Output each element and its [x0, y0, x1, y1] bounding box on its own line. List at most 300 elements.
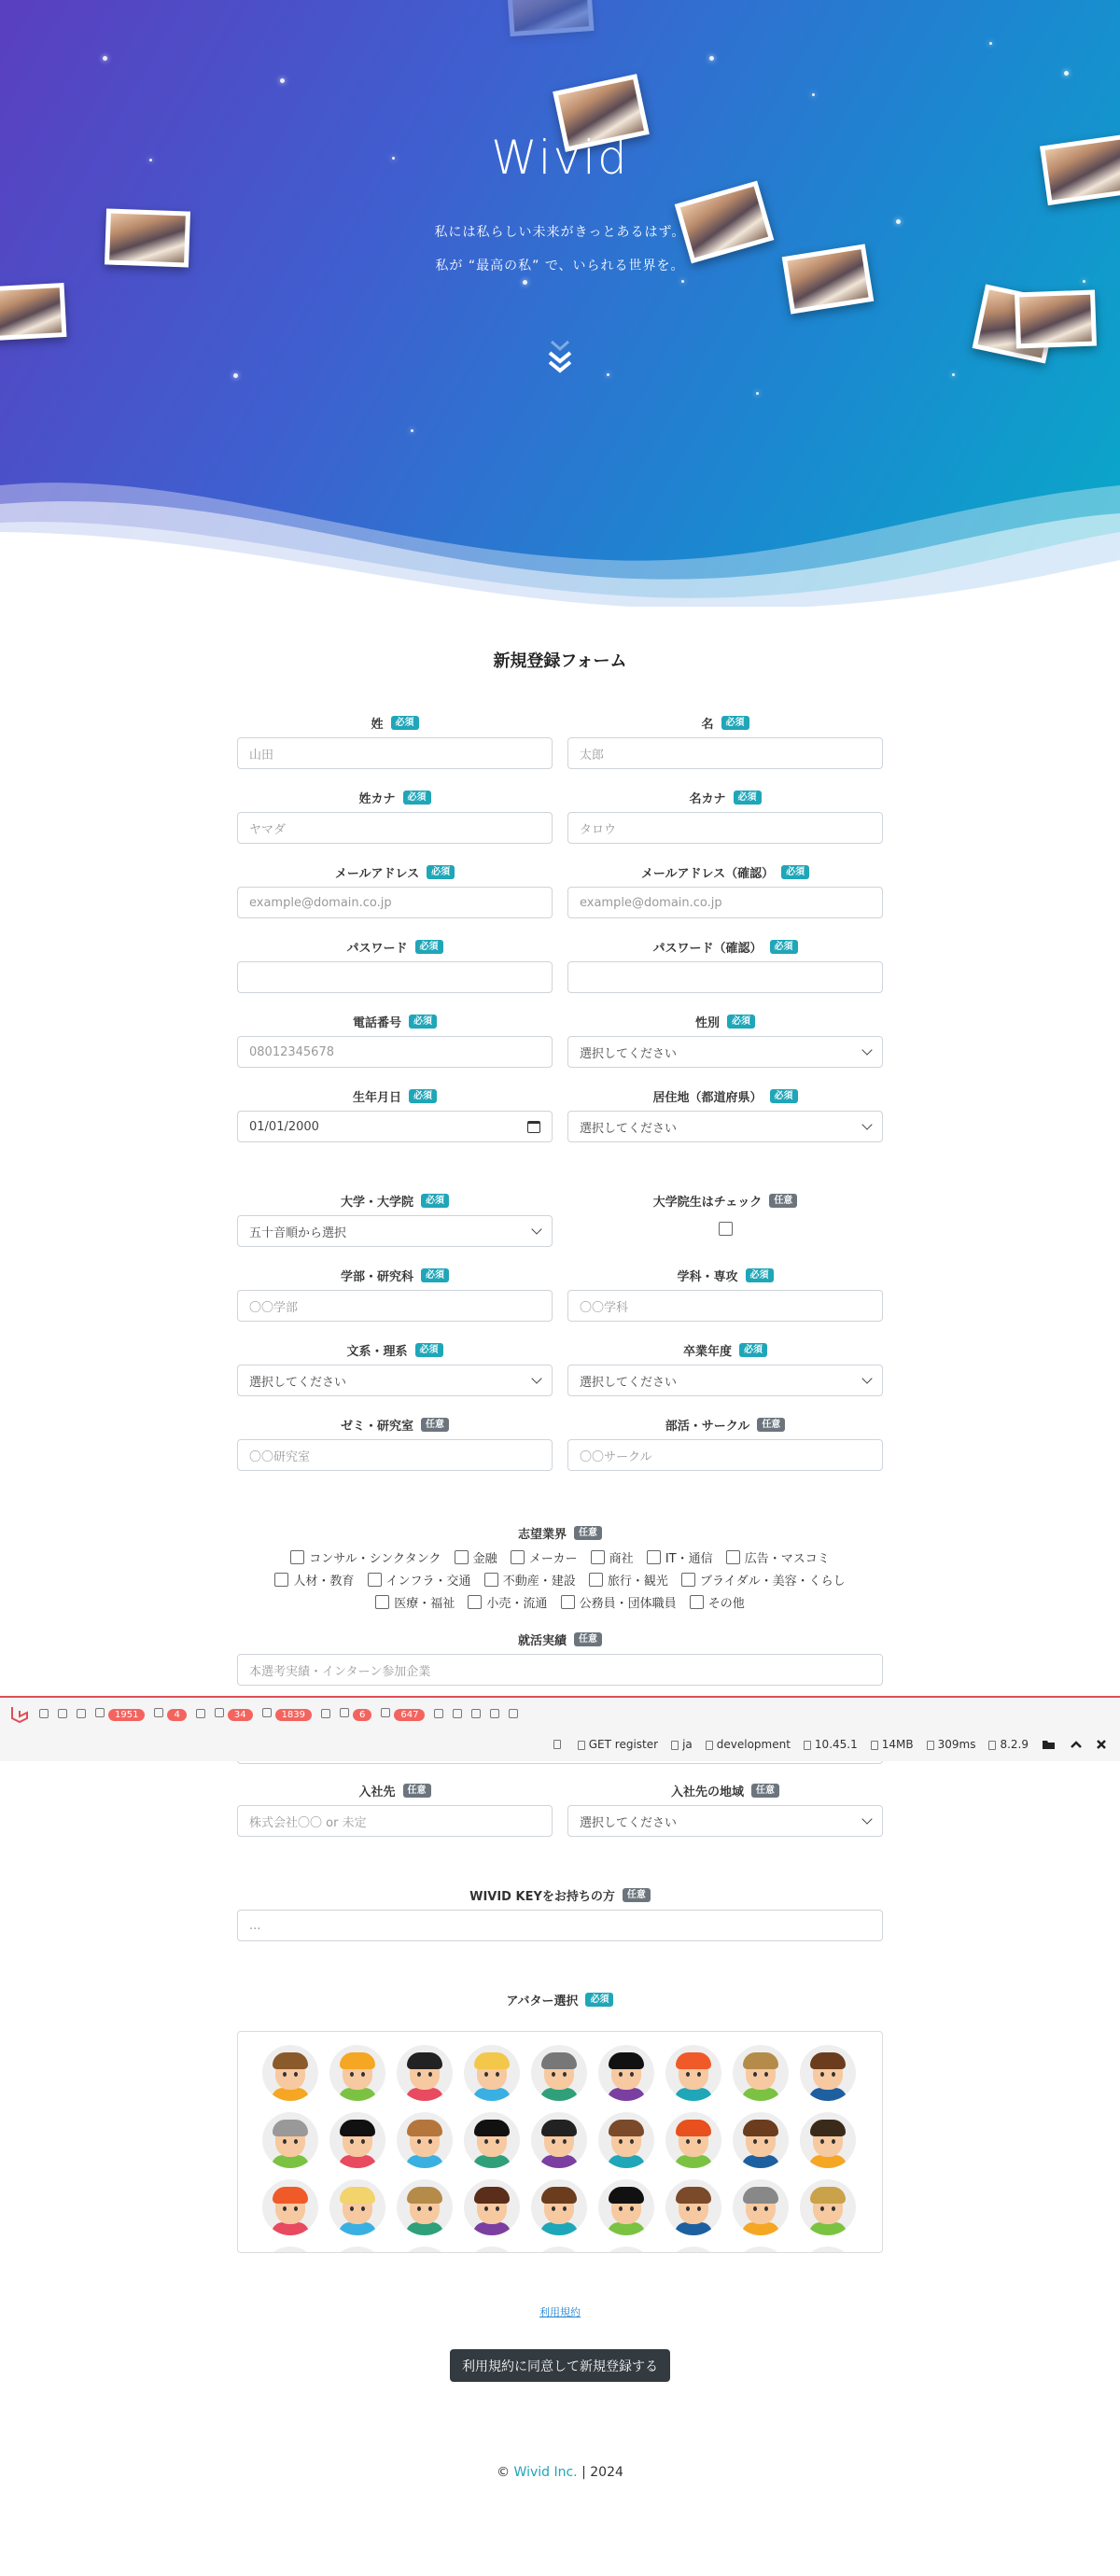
job-hunting-input[interactable]: 本選考実績・インターン参加企業	[237, 1654, 883, 1686]
debug-env: development	[706, 1738, 791, 1751]
industry-checkbox[interactable]	[561, 1595, 575, 1609]
department-field	[567, 1266, 883, 1322]
avatar-body	[608, 2155, 645, 2168]
footer-year: | 2024	[577, 2465, 623, 2480]
star	[411, 429, 413, 432]
avatar-hair	[273, 2120, 308, 2136]
avatar-hair	[474, 2052, 510, 2069]
club-label: 部活・サークル	[665, 1419, 750, 1434]
industry-option-label: メーカー	[528, 1552, 578, 1566]
folder-open-icon[interactable]	[1042, 1739, 1057, 1750]
last-kana-field	[237, 788, 553, 844]
star	[756, 392, 759, 395]
avatar-eye	[820, 2139, 824, 2144]
industry-option-label: その他	[707, 1597, 745, 1611]
email-input[interactable]: example@domain.co.jp	[237, 887, 553, 918]
industry-checkbox[interactable]	[290, 1550, 304, 1564]
queries-tab[interactable]	[215, 1707, 253, 1721]
avatar-option[interactable]	[733, 2179, 789, 2235]
avatar-hair	[676, 2052, 711, 2069]
avatar-option[interactable]	[329, 2247, 385, 2253]
industry-option[interactable]	[375, 1593, 455, 1611]
avatar-label: アバター選択	[506, 1994, 579, 2009]
avatar-eye	[697, 2206, 701, 2211]
required-badge: 必須	[421, 1194, 449, 1208]
avatar-hair	[743, 2120, 778, 2136]
avatar-option[interactable]	[800, 2045, 856, 2101]
views-count: 1951	[108, 1709, 145, 1721]
first-kana-field	[567, 788, 883, 844]
avatar-option[interactable]	[464, 2045, 520, 2101]
avatar-body	[339, 2222, 376, 2235]
university-select-value: 五十音順から選択	[249, 1225, 347, 1240]
industry-option[interactable]	[484, 1571, 576, 1589]
wivid-key-label: WIVID KEYをお持ちの方	[469, 1889, 615, 1904]
avatar-option[interactable]	[665, 2045, 721, 2101]
models-count: 1839	[275, 1709, 312, 1721]
grad-student-checkbox[interactable]	[719, 1222, 733, 1236]
wivid-key-field	[237, 1885, 883, 1941]
industry-checkbox[interactable]	[484, 1573, 498, 1587]
debug-bar-tabs	[0, 1698, 1120, 1729]
avatar-grid[interactable]	[237, 2031, 883, 2253]
debug-laravel-version: 10.45.1	[804, 1738, 858, 1751]
chevron-down-icon	[861, 1044, 872, 1055]
avatar-body	[406, 2155, 443, 2168]
avatar-eye	[552, 2072, 555, 2077]
industry-option[interactable]	[511, 1548, 578, 1566]
laravel-logo-icon[interactable]	[9, 1703, 30, 1724]
star	[709, 56, 714, 61]
avatar-option[interactable]	[464, 2179, 520, 2235]
company-label: 入社先	[358, 1785, 396, 1799]
avatar-option[interactable]	[397, 2179, 453, 2235]
avatar-hair	[743, 2052, 778, 2069]
industry-option-label: ブライダル・美容・くらし	[700, 1575, 846, 1589]
optional-badge: 任意	[757, 1418, 785, 1432]
star	[523, 280, 527, 285]
avatar-body	[608, 2088, 645, 2101]
industry-option[interactable]	[647, 1548, 713, 1566]
avatar-option[interactable]	[598, 2247, 654, 2253]
site-logo[interactable]: Wivid	[491, 131, 629, 185]
seminar-input[interactable]: 〇〇研究室	[237, 1439, 553, 1471]
avatar-body	[406, 2088, 443, 2101]
avatar-eye	[361, 2206, 365, 2211]
avatar-body	[272, 2088, 309, 2101]
industry-option-label: 小売・流通	[486, 1597, 548, 1611]
industry-checkbox[interactable]	[455, 1550, 469, 1564]
industry-checkbox[interactable]	[647, 1550, 661, 1564]
avatar-option[interactable]	[262, 2045, 318, 2101]
industry-option-label: 金融	[472, 1552, 497, 1566]
industry-option[interactable]	[561, 1593, 677, 1611]
first-name-input[interactable]: 太郎	[567, 737, 883, 769]
avatar-eye	[484, 2206, 488, 2211]
cache-icon[interactable]	[471, 1709, 481, 1718]
industry-option-label: 不動産・建設	[502, 1575, 576, 1589]
avatar-eye	[619, 2072, 623, 2077]
avatar-eye	[697, 2072, 701, 2077]
chevron-double-down-icon[interactable]	[546, 338, 574, 375]
avatar-option[interactable]	[598, 2179, 654, 2235]
footer-copyright: ©	[497, 2465, 514, 2480]
avatar-hair	[407, 2120, 442, 2136]
events-icon	[381, 1708, 390, 1717]
industry-option[interactable]	[681, 1571, 846, 1589]
industry-checkbox[interactable]	[726, 1550, 740, 1564]
gender-label: 性別	[694, 1015, 720, 1030]
chevron-up-icon[interactable]	[1070, 1740, 1083, 1749]
avatar-hair	[541, 2187, 577, 2204]
avatar-option[interactable]	[733, 2112, 789, 2168]
avatar-eye	[484, 2072, 488, 2077]
avatar-eye	[686, 2072, 690, 2077]
industry-option-label: 医療・福祉	[394, 1597, 455, 1611]
grad-year-field	[567, 1340, 883, 1396]
industry-option[interactable]	[589, 1571, 668, 1589]
star	[103, 56, 107, 61]
industry-option[interactable]	[690, 1593, 745, 1611]
avatar-eye	[552, 2139, 555, 2144]
avatar-body	[540, 2155, 578, 2168]
avatar-eye	[417, 2206, 421, 2211]
required-badge: 必須	[409, 1089, 437, 1103]
avatar-eye	[619, 2206, 623, 2211]
birthday-date-input[interactable]	[237, 1111, 553, 1142]
avatar-option[interactable]	[733, 2247, 789, 2253]
avatar-hair	[609, 2120, 644, 2136]
industry-row-2	[0, 1571, 1120, 1590]
avatar-eye	[350, 2206, 354, 2211]
required-badge: 必須	[409, 1015, 437, 1029]
events-tab[interactable]	[381, 1707, 425, 1721]
mails-icon[interactable]	[321, 1709, 330, 1718]
avatar-option[interactable]	[464, 2112, 520, 2168]
required-badge: 必須	[770, 940, 798, 954]
avatar-hair	[407, 2187, 442, 2204]
gender-select-value: 選択してください	[580, 1046, 678, 1061]
company-input[interactable]: 株式会社〇〇 or 未定	[237, 1805, 553, 1837]
industry-checkbox[interactable]	[591, 1550, 605, 1564]
avatar-body	[540, 2088, 578, 2101]
industry-option-label: 人材・教育	[293, 1575, 355, 1589]
industry-option[interactable]	[274, 1571, 354, 1589]
avatar-eye	[563, 2139, 567, 2144]
register-submit-button[interactable]: 利用規約に同意して新規登録する	[450, 2349, 670, 2382]
clock-icon	[927, 1741, 934, 1750]
grad-check-label: 大学院生はチェック	[652, 1195, 763, 1210]
avatar-eye	[630, 2206, 634, 2211]
models-icon	[262, 1708, 272, 1717]
star	[233, 373, 238, 378]
industry-option[interactable]	[368, 1571, 471, 1589]
industry-option-label: 旅行・観光	[607, 1575, 668, 1589]
company-region-field	[567, 1781, 883, 1837]
avatar-body	[473, 2222, 511, 2235]
gender-select[interactable]	[567, 1036, 883, 1068]
chevron-down-icon	[531, 1224, 541, 1234]
avatar-body	[675, 2222, 712, 2235]
industry-checkbox[interactable]	[468, 1595, 482, 1609]
faculty-label: 学部・研究科	[340, 1269, 413, 1284]
avatar-option[interactable]	[329, 2179, 385, 2235]
required-badge: 必須	[403, 791, 431, 805]
avatar-option[interactable]	[397, 2045, 453, 2101]
debug-php-version: 8.2.9	[988, 1738, 1029, 1751]
prefecture-select-value: 選択してください	[580, 1121, 678, 1136]
hero-section	[0, 0, 1120, 607]
optional-badge: 任意	[623, 1888, 651, 1902]
birthday-value: 01/01/2000	[249, 1119, 319, 1134]
avatar-option[interactable]	[598, 2112, 654, 2168]
avatar-body	[809, 2088, 847, 2101]
hero-photo	[0, 283, 66, 341]
debug-locale: ja	[671, 1738, 693, 1751]
email-confirm-input[interactable]: example@domain.co.jp	[567, 887, 883, 918]
industry-option[interactable]	[468, 1593, 547, 1611]
gender-field	[567, 1012, 883, 1068]
footer-brand-link[interactable]: Wivid Inc.	[513, 2465, 578, 2480]
email-confirm-field	[567, 862, 883, 918]
industry-checkbox[interactable]	[589, 1573, 603, 1587]
last-name-input[interactable]: 山田	[237, 737, 553, 769]
avatar-option[interactable]	[464, 2247, 520, 2253]
star	[280, 78, 285, 83]
optional-badge: 任意	[574, 1632, 602, 1646]
university-label: 大学・大学院	[340, 1195, 413, 1210]
avatar-hair	[609, 2187, 644, 2204]
chevron-down-icon	[861, 1119, 872, 1129]
avatar-option[interactable]	[397, 2112, 453, 2168]
department-input[interactable]: 〇〇学科	[567, 1290, 883, 1322]
avatar-option[interactable]	[262, 2112, 318, 2168]
avatar-eye	[630, 2139, 634, 2144]
avatar-option[interactable]	[531, 2179, 587, 2235]
session-icon[interactable]	[434, 1709, 443, 1718]
avatar-body	[272, 2155, 309, 2168]
avatar-option[interactable]	[329, 2112, 385, 2168]
gate-count: 6	[353, 1709, 371, 1721]
debug-request[interactable]: GET register	[578, 1738, 658, 1751]
avatar-option[interactable]	[665, 2112, 721, 2168]
university-field	[237, 1191, 553, 1247]
gate-tab[interactable]	[340, 1707, 371, 1721]
avatar-body	[742, 2155, 779, 2168]
avatar-eye	[764, 2206, 768, 2211]
last-kana-input[interactable]: ヤマダ	[237, 812, 553, 844]
avatar-eye	[428, 2072, 432, 2077]
hero-photo	[1015, 290, 1097, 349]
history-icon[interactable]	[553, 1740, 561, 1749]
chevron-down-icon	[861, 1373, 872, 1383]
avatar-eye	[428, 2206, 432, 2211]
industry-option[interactable]	[290, 1548, 441, 1566]
views-tab[interactable]	[95, 1707, 145, 1721]
faculty-field	[237, 1266, 553, 1322]
required-badge: 必須	[739, 1343, 767, 1357]
messages-icon[interactable]	[39, 1709, 49, 1718]
avatar-option[interactable]	[531, 2247, 587, 2253]
password-label: パスワード	[346, 941, 408, 956]
industry-checkbox[interactable]	[681, 1573, 695, 1587]
star	[681, 280, 684, 283]
star	[1064, 71, 1069, 76]
phone-input[interactable]: 08012345678	[237, 1036, 553, 1068]
avatar-option[interactable]	[800, 2247, 856, 2253]
avatar-option[interactable]	[665, 2179, 721, 2235]
avatar-hair	[676, 2187, 711, 2204]
avatar-eye	[697, 2139, 701, 2144]
events-count: 647	[394, 1709, 425, 1721]
auth-icon[interactable]	[509, 1709, 518, 1718]
avatar-eye	[283, 2139, 287, 2144]
industry-option[interactable]	[726, 1548, 830, 1566]
avatar-option[interactable]	[531, 2045, 587, 2101]
hero-wave	[0, 448, 1120, 607]
password-confirm-field	[567, 937, 883, 993]
avatar-eye	[361, 2072, 365, 2077]
email-label: メールアドレス	[334, 866, 420, 881]
avatar-option[interactable]	[262, 2179, 318, 2235]
company-region-select[interactable]	[567, 1805, 883, 1837]
industry-option-label: 商社	[609, 1552, 634, 1566]
industry-checkbox[interactable]	[368, 1573, 382, 1587]
avatar-option[interactable]	[329, 2045, 385, 2101]
phone-field	[237, 1012, 553, 1068]
prefecture-select[interactable]	[567, 1111, 883, 1142]
company-region-label: 入社先の地域	[670, 1785, 744, 1799]
hero-photo	[508, 0, 595, 36]
route-tab[interactable]	[154, 1707, 186, 1721]
industry-checkbox[interactable]	[375, 1595, 389, 1609]
avatar-eye	[563, 2072, 567, 2077]
password-input[interactable]	[237, 961, 553, 993]
optional-badge: 任意	[403, 1784, 431, 1798]
password-confirm-label: パスワード（確認）	[652, 941, 763, 956]
avatar-eye	[283, 2206, 287, 2211]
avatar-eye	[832, 2206, 835, 2211]
required-badge: 必須	[421, 1268, 449, 1282]
birthday-field	[237, 1086, 553, 1142]
avatar-body	[675, 2088, 712, 2101]
wivid-key-input[interactable]: ...	[237, 1910, 883, 1941]
first-kana-input[interactable]: タロウ	[567, 812, 883, 844]
debug-time[interactable]: 309ms	[927, 1738, 976, 1751]
avatar-hair	[273, 2187, 308, 2204]
chevron-down-icon	[861, 1813, 872, 1824]
models-tab[interactable]	[262, 1707, 312, 1721]
major-type-select[interactable]	[237, 1365, 553, 1396]
avatar-option[interactable]	[262, 2247, 318, 2253]
required-badge: 必須	[781, 865, 809, 879]
industry-option[interactable]	[591, 1548, 634, 1566]
faculty-input[interactable]: 〇〇学部	[237, 1290, 553, 1322]
debug-memory[interactable]: 14MB	[871, 1738, 914, 1751]
exceptions-icon[interactable]	[77, 1709, 86, 1718]
avatar-option[interactable]	[733, 2045, 789, 2101]
industry-option-label: コンサル・シンクタンク	[309, 1552, 441, 1566]
avatar-body	[473, 2088, 511, 2101]
avatar-option[interactable]	[800, 2112, 856, 2168]
industry-checkbox[interactable]	[690, 1595, 704, 1609]
seminar-field	[237, 1415, 553, 1471]
star	[952, 373, 955, 376]
first-name-field	[567, 713, 883, 769]
close-icon[interactable]	[1096, 1739, 1107, 1750]
avatar-eye	[417, 2072, 421, 2077]
avatar-eye	[496, 2139, 499, 2144]
avatar-hair	[810, 2052, 846, 2069]
major-type-select-value: 選択してください	[249, 1375, 347, 1390]
phone-label: 電話番号	[352, 1015, 401, 1030]
industry-option[interactable]	[455, 1548, 497, 1566]
queries-icon[interactable]	[196, 1709, 205, 1718]
avatar-hair	[609, 2052, 644, 2069]
laravel-icon	[804, 1741, 811, 1750]
major-type-label: 文系・理系	[346, 1344, 408, 1359]
industry-checkbox[interactable]	[274, 1573, 288, 1587]
last-name-field	[237, 713, 553, 769]
avatar-option[interactable]	[531, 2112, 587, 2168]
memory-icon	[871, 1741, 878, 1750]
avatar-hair	[743, 2187, 778, 2204]
avatar-eye	[686, 2206, 690, 2211]
avatar-eye	[832, 2139, 835, 2144]
grad-year-label: 卒業年度	[682, 1344, 732, 1359]
club-input[interactable]: 〇〇サークル	[567, 1439, 883, 1471]
industry-label-row	[0, 1523, 1120, 1542]
avatar-label-row	[0, 1990, 1120, 2009]
university-select[interactable]	[237, 1215, 553, 1247]
grad-year-select[interactable]	[567, 1365, 883, 1396]
hero-tagline-2: 私が “最高の私” で、いられる世界を。	[435, 259, 685, 273]
avatar-option[interactable]	[665, 2247, 721, 2253]
avatar-body	[540, 2222, 578, 2235]
php-icon	[988, 1741, 996, 1750]
config-icon[interactable]	[490, 1709, 499, 1718]
hero-tagline-1: 私には私らしい未来がきっとあるはず。	[434, 225, 686, 240]
industry-checkbox[interactable]	[511, 1550, 525, 1564]
email-confirm-label: メールアドレス（確認）	[640, 866, 775, 881]
timeline-icon[interactable]	[58, 1709, 67, 1718]
avatar-eye	[764, 2072, 768, 2077]
terms-link[interactable]: 利用規約	[539, 2306, 581, 2318]
required-badge: 必須	[415, 940, 443, 954]
avatar-option[interactable]	[800, 2179, 856, 2235]
avatar-eye	[294, 2139, 298, 2144]
avatar-eye	[820, 2072, 824, 2077]
avatar-eye	[350, 2072, 354, 2077]
avatar-hair	[676, 2120, 711, 2136]
avatar-eye	[350, 2139, 354, 2144]
avatar-body	[742, 2222, 779, 2235]
avatar-option[interactable]	[598, 2045, 654, 2101]
debug-bar-status	[0, 1729, 1120, 1759]
avatar-hair	[340, 2187, 375, 2204]
required-badge: 必須	[727, 1015, 755, 1029]
major-type-field	[237, 1340, 553, 1396]
job-hunting-label: 就活実績	[517, 1633, 567, 1648]
request-icon[interactable]	[453, 1709, 462, 1718]
club-field	[567, 1415, 883, 1471]
required-badge: 必須	[585, 1993, 613, 2007]
optional-badge: 任意	[769, 1194, 797, 1208]
avatar-body	[675, 2155, 712, 2168]
password-confirm-input[interactable]	[567, 961, 883, 993]
calendar-icon[interactable]	[527, 1121, 540, 1133]
avatar-option[interactable]	[397, 2247, 453, 2253]
